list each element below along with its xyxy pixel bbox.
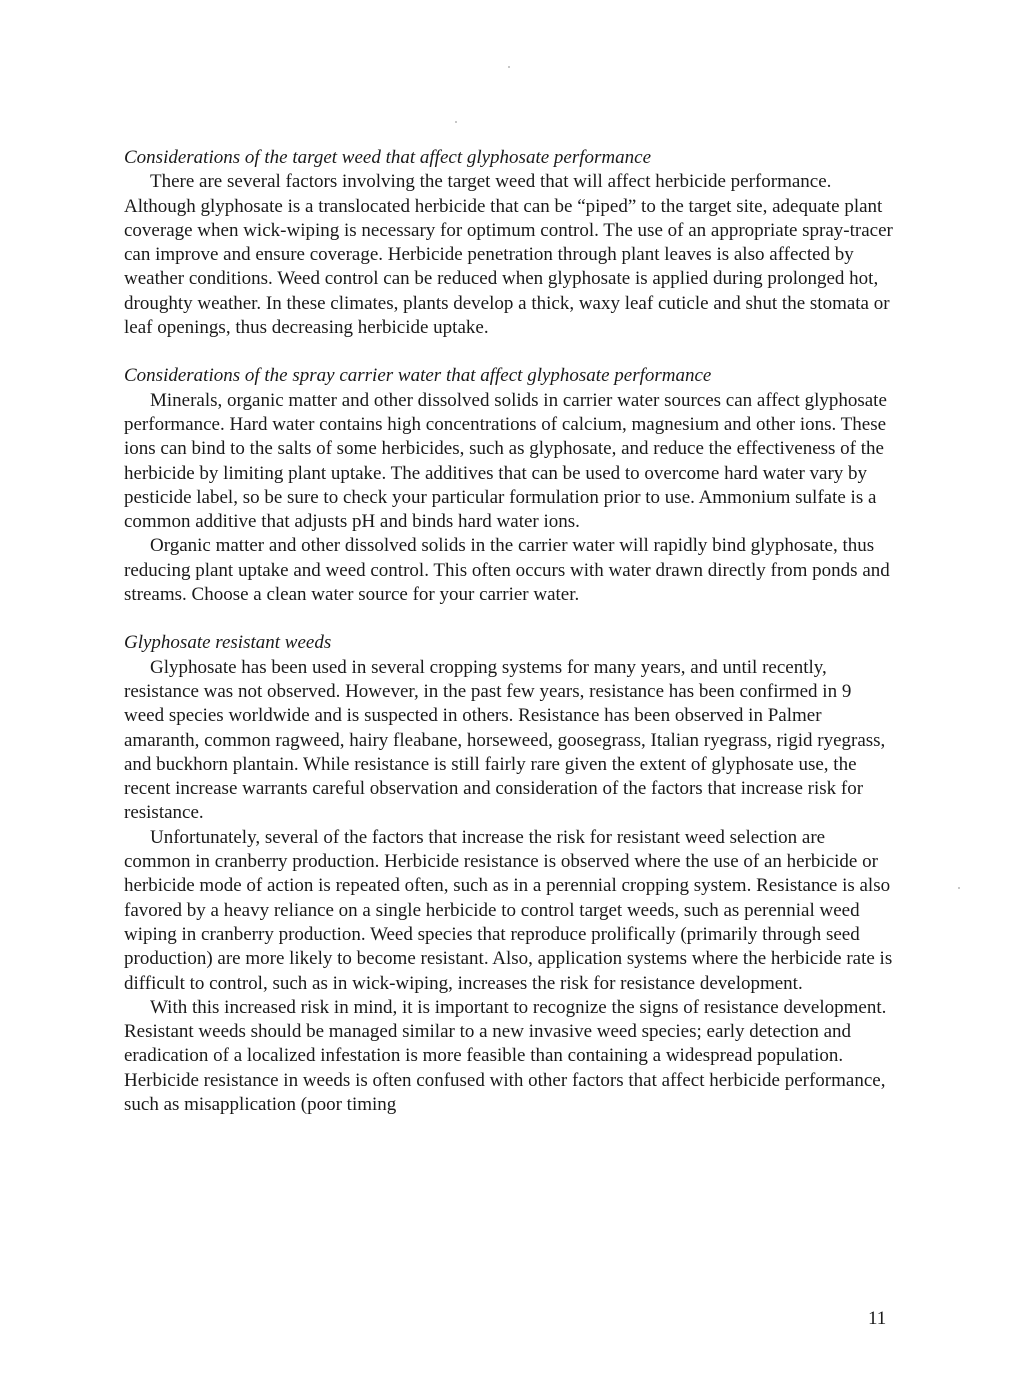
paragraph: Organic matter and other dissolved solids in the carrier water will rapidly bind glyphosate, thus reducing plant uptake and weed control. This often occurs with water drawn directly from ponds and streams. Choose a clean water source for your carrier water. — [124, 535, 890, 606]
paragraph: With this increased risk in mind, it is important to recognize the signs of resistance development. Resistant weeds should be managed similar to a new invasive weed species; early detection and eradication of a localized infestation is more feasible than containing a widespread population. Herbicide resistance in weeds is often confused with other factors that affect herbicide performance, such as misapplication (poor timing — [124, 996, 887, 1115]
section-carrier-water — [124, 364, 894, 607]
page-number: 11 — [868, 1308, 887, 1329]
section-resistant-weeds — [124, 631, 894, 1117]
scan-speck — [958, 887, 960, 889]
paragraph: Glyphosate has been used in several cropping systems for many years, and until recently, resistance was not observed. However, in the past few years, resistance has been confirmed in 9 weed species worldwide and is suspected in others. Resistance has been observed in Palmer amaranth, common ragweed, hairy fleabane, horseweed, goosegrass, Italian ryegrass, rigid ryegrass, and buckhorn plantain. While resistance is still fairly rare given the extent of glyphosate use, the recent increase warrants careful observation and consideration of the factors that increase risk for resistance. — [124, 656, 886, 824]
section-target-weed — [124, 146, 894, 340]
section-heading: Glyphosate resistant weeds — [124, 632, 332, 654]
paragraph: Unfortunately, several of the factors that increase the risk for resistant weed selection are common in cranberry production. Herbicide resistance is observed where the use of an herbicide or herbicide mode of action is repeated often, such as in a perennial cropping system. Resistance is also favored by a heavy reliance on a single herbicide to control target weeds, such as perennial weed wiping in cranberry production. Weed species that reproduce prolifically (primarily through seed production) are more likely to become resistant. Also, application systems where the herbicide rate is difficult to control, such as in wick-wiping, increases the risk for resistance development. — [124, 826, 893, 994]
paragraph: There are several factors involving the target weed that will affect herbicide performance. Although glyphosate is a translocated herbicide that can be “piped” to the target site, adequate plant coverage when wick-wiping is necessary for optimum control. The use of an appropriate spray-tracer can improve and ensure coverage. Herbicide penetration through plant leaves is also affected by weather conditions. Weed control can be reduced when glyphosate is applied during prolonged hot, droughty weather. In these climates, plants develop a thick, waxy leaf cuticle and shut the stomata or leaf openings, thus decreasing herbicide uptake. — [124, 171, 893, 339]
section-heading: Considerations of the spray carrier water that affect glyphosate performance — [124, 365, 712, 387]
section-heading: Considerations of the target weed that affect glyphosate performance — [124, 147, 651, 168]
scan-speck — [508, 66, 510, 68]
paragraph: Minerals, organic matter and other dissolved solids in carrier water sources can affect glyphosate performance. Hard water contains high concentrations of calcium, magnesium and other ions. These ions can bind to the salts of some herbicides, such as glyphosate, and reduce the effectiveness of the herbicide by limiting plant uptake. The additives that can be used to overcome hard water vary by pesticide label, so be sure to check your particular formulation prior to use. Ammonium sulfate is a common additive that adjusts pH and binds hard water ions. — [124, 389, 887, 533]
scan-speck — [455, 121, 457, 123]
page-body — [124, 146, 894, 1117]
